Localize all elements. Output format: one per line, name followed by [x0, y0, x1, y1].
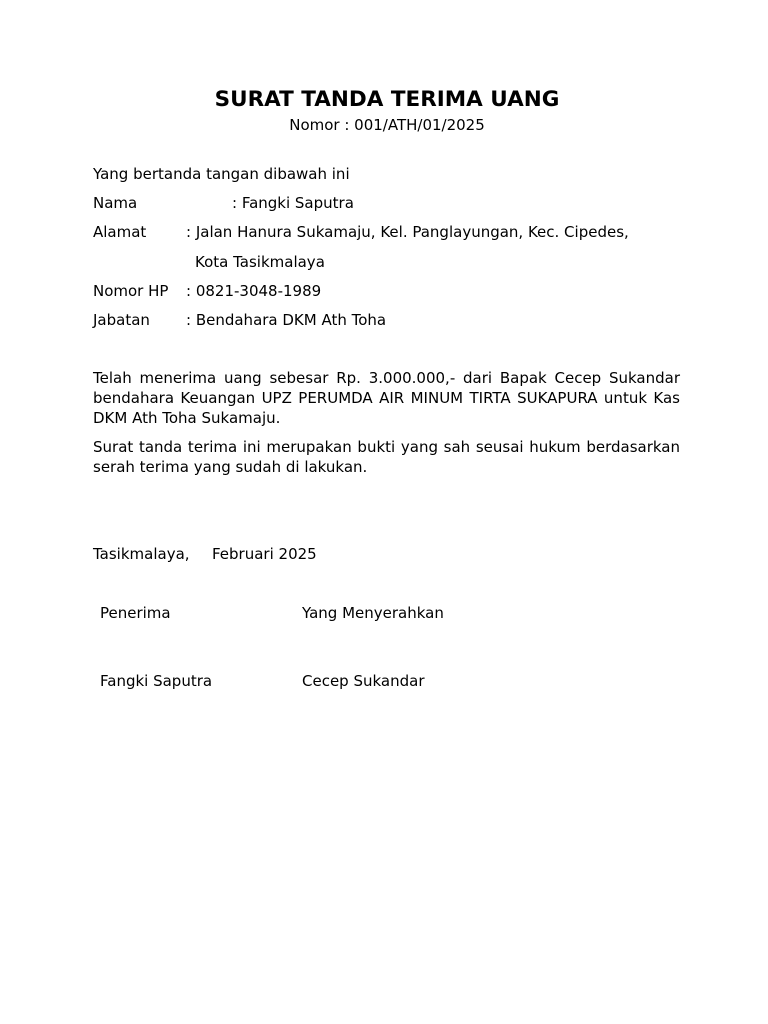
giver-name: Cecep Sukandar — [302, 672, 425, 690]
field-nama-value: : Fangki Saputra — [232, 194, 354, 212]
field-alamat-continuation: Kota Tasikmalaya — [195, 253, 325, 271]
receiver-label: Penerima — [100, 604, 171, 622]
field-nama-label: Nama — [93, 194, 138, 212]
receiver-name: Fangki Saputra — [100, 672, 213, 690]
giver-label: Yang Menyerahkan — [302, 604, 444, 622]
date-text: Februari 2025 — [212, 545, 317, 563]
field-nomor-hp-value: : 0821-3048-1989 — [186, 282, 322, 300]
receipt-paragraph: Telah menerima uang sebesar Rp. 3.000.000,- dari Bapak Cecep Sukandar bendahara Keuangan UPZ PERUMDA AIR MINUM TIRTA SUKAPURA untuk Kas DKM Ath Toha Sukamaju. — [93, 369, 680, 427]
field-alamat-label: Alamat — [93, 223, 147, 241]
document-title: SURAT TANDA TERIMA UANG — [214, 87, 560, 112]
document-number: Nomor : 001/ATH/01/2025 — [289, 116, 485, 134]
legal-paragraph: Surat tanda terima ini merupakan bukti yang sah seusai hukum berdasarkan serah terima yang sudah di lakukan. — [93, 438, 680, 476]
field-jabatan-label: Jabatan — [93, 311, 150, 329]
place-text: Tasikmalaya, — [93, 545, 190, 563]
field-alamat-value: : Jalan Hanura Sukamaju, Kel. Panglayungan, Kec. Cipedes, — [186, 223, 629, 241]
field-nomor-hp-label: Nomor HP — [93, 282, 169, 300]
field-jabatan-value: : Bendahara DKM Ath Toha — [186, 311, 387, 329]
intro-text: Yang bertanda tangan dibawah ini — [93, 165, 350, 183]
